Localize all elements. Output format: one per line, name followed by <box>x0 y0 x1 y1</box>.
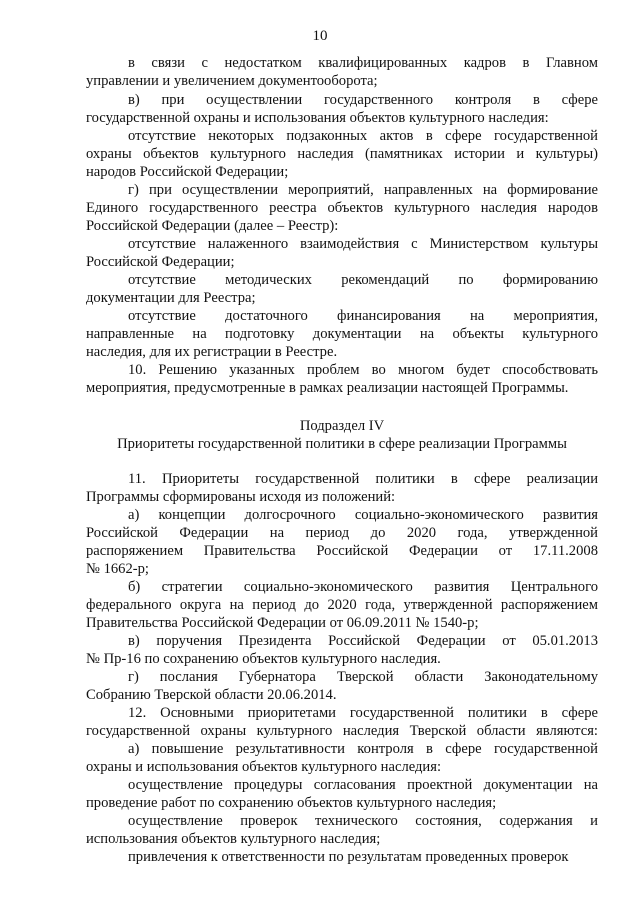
text-line: мероприятия, предусмотренные в рамках реализации настоящей Программы. <box>86 380 569 396</box>
text-line: в связи с недостатком квалифицированных кадров в Главном <box>128 55 598 71</box>
text-line: отсутствие налаженного взаимодействия с Министерством культуры <box>128 236 598 252</box>
text-line: в) при осуществлении государственного контроля в сфере <box>128 92 598 108</box>
text-line: привлечения к ответственности по результатам проведенных проверок <box>128 849 569 865</box>
text-line: в) поручения Президента Российской Федерации от 05.01.2013 <box>128 633 598 649</box>
text-line: осуществление проверок технического состояния, содержания и <box>128 813 598 829</box>
text-line: отсутствие методических рекомендаций по формированию <box>128 272 598 288</box>
text-line: № 1662-р; <box>86 561 149 577</box>
text-line: г) послания Губернатора Тверской области Законодательному <box>128 669 598 685</box>
text-line: государственной охраны культурного наследия Тверской области являются: <box>86 723 598 739</box>
text-line: а) концепции долгосрочного социально-экономического развития <box>128 507 598 523</box>
text-line: государственной охраны и использования объектов культурного наследия: <box>86 110 549 126</box>
text-line: наследия, для их регистрации в Реестре. <box>86 344 338 360</box>
text-line: управлении и увеличением документооборота; <box>86 73 378 89</box>
text-line: 10. Решению указанных проблем во многом будет способствовать <box>128 362 598 378</box>
text-line: Правительства Российской Федерации от 06.09.2011 № 1540-р; <box>86 615 479 631</box>
text-line: охраны объектов культурного наследия (памятниках истории и культуры) <box>86 146 598 162</box>
subsection-heading: Подраздел IV <box>299 418 385 434</box>
text-line: б) стратегии социально-экономического развития Центрального <box>128 579 598 595</box>
text-line: Российской Федерации на период до 2020 года, утвержденной <box>86 525 598 541</box>
text-line: отсутствие некоторых подзаконных актов в сфере государственной <box>128 128 598 144</box>
page-number: 10 <box>312 28 328 44</box>
text-line: Собранию Тверской области 20.06.2014. <box>86 687 337 703</box>
text-line: направленные на подготовку документации на объекты культурного <box>86 326 598 342</box>
subsection-title: Приоритеты государственной политики в сфере реализации Программы <box>117 436 567 452</box>
text-line: федерального округа на период до 2020 года, утвержденной распоряжением <box>86 597 598 613</box>
text-line: Программы сформированы исходя из положений: <box>86 489 396 505</box>
text-line: народов Российской Федерации; <box>86 164 289 180</box>
text-line: Единого государственного реестра объектов культурного наследия народов <box>86 200 598 216</box>
text-line: Российской Федерации; <box>86 254 235 270</box>
text-line: использования объектов культурного наследия; <box>86 831 381 847</box>
text-line: проведение работ по сохранению объектов культурного наследия; <box>86 795 497 811</box>
text-line: отсутствие достаточного финансирования на мероприятия, <box>128 308 598 324</box>
text-line: документации для Реестра; <box>86 290 256 306</box>
text-line: а) повышение результативности контроля в сфере государственной <box>128 741 598 757</box>
text-line: осуществление процедуры согласования проектной документации на <box>128 777 598 793</box>
text-line: распоряжением Правительства Российской Федерации от 17.11.2008 <box>86 543 598 559</box>
text-line: № Пр-16 по сохранению объектов культурного наследия. <box>86 651 441 667</box>
text-line: 12. Основными приоритетами государственной политики в сфере <box>128 705 598 721</box>
text-line: охраны и использования объектов культурного наследия: <box>86 759 442 775</box>
text-line: Российской Федерации (далее – Реестр): <box>86 218 339 234</box>
text-line: 11. Приоритеты государственной политики в сфере реализации <box>128 471 598 487</box>
text-line: г) при осуществлении мероприятий, направленных на формирование <box>128 182 598 198</box>
